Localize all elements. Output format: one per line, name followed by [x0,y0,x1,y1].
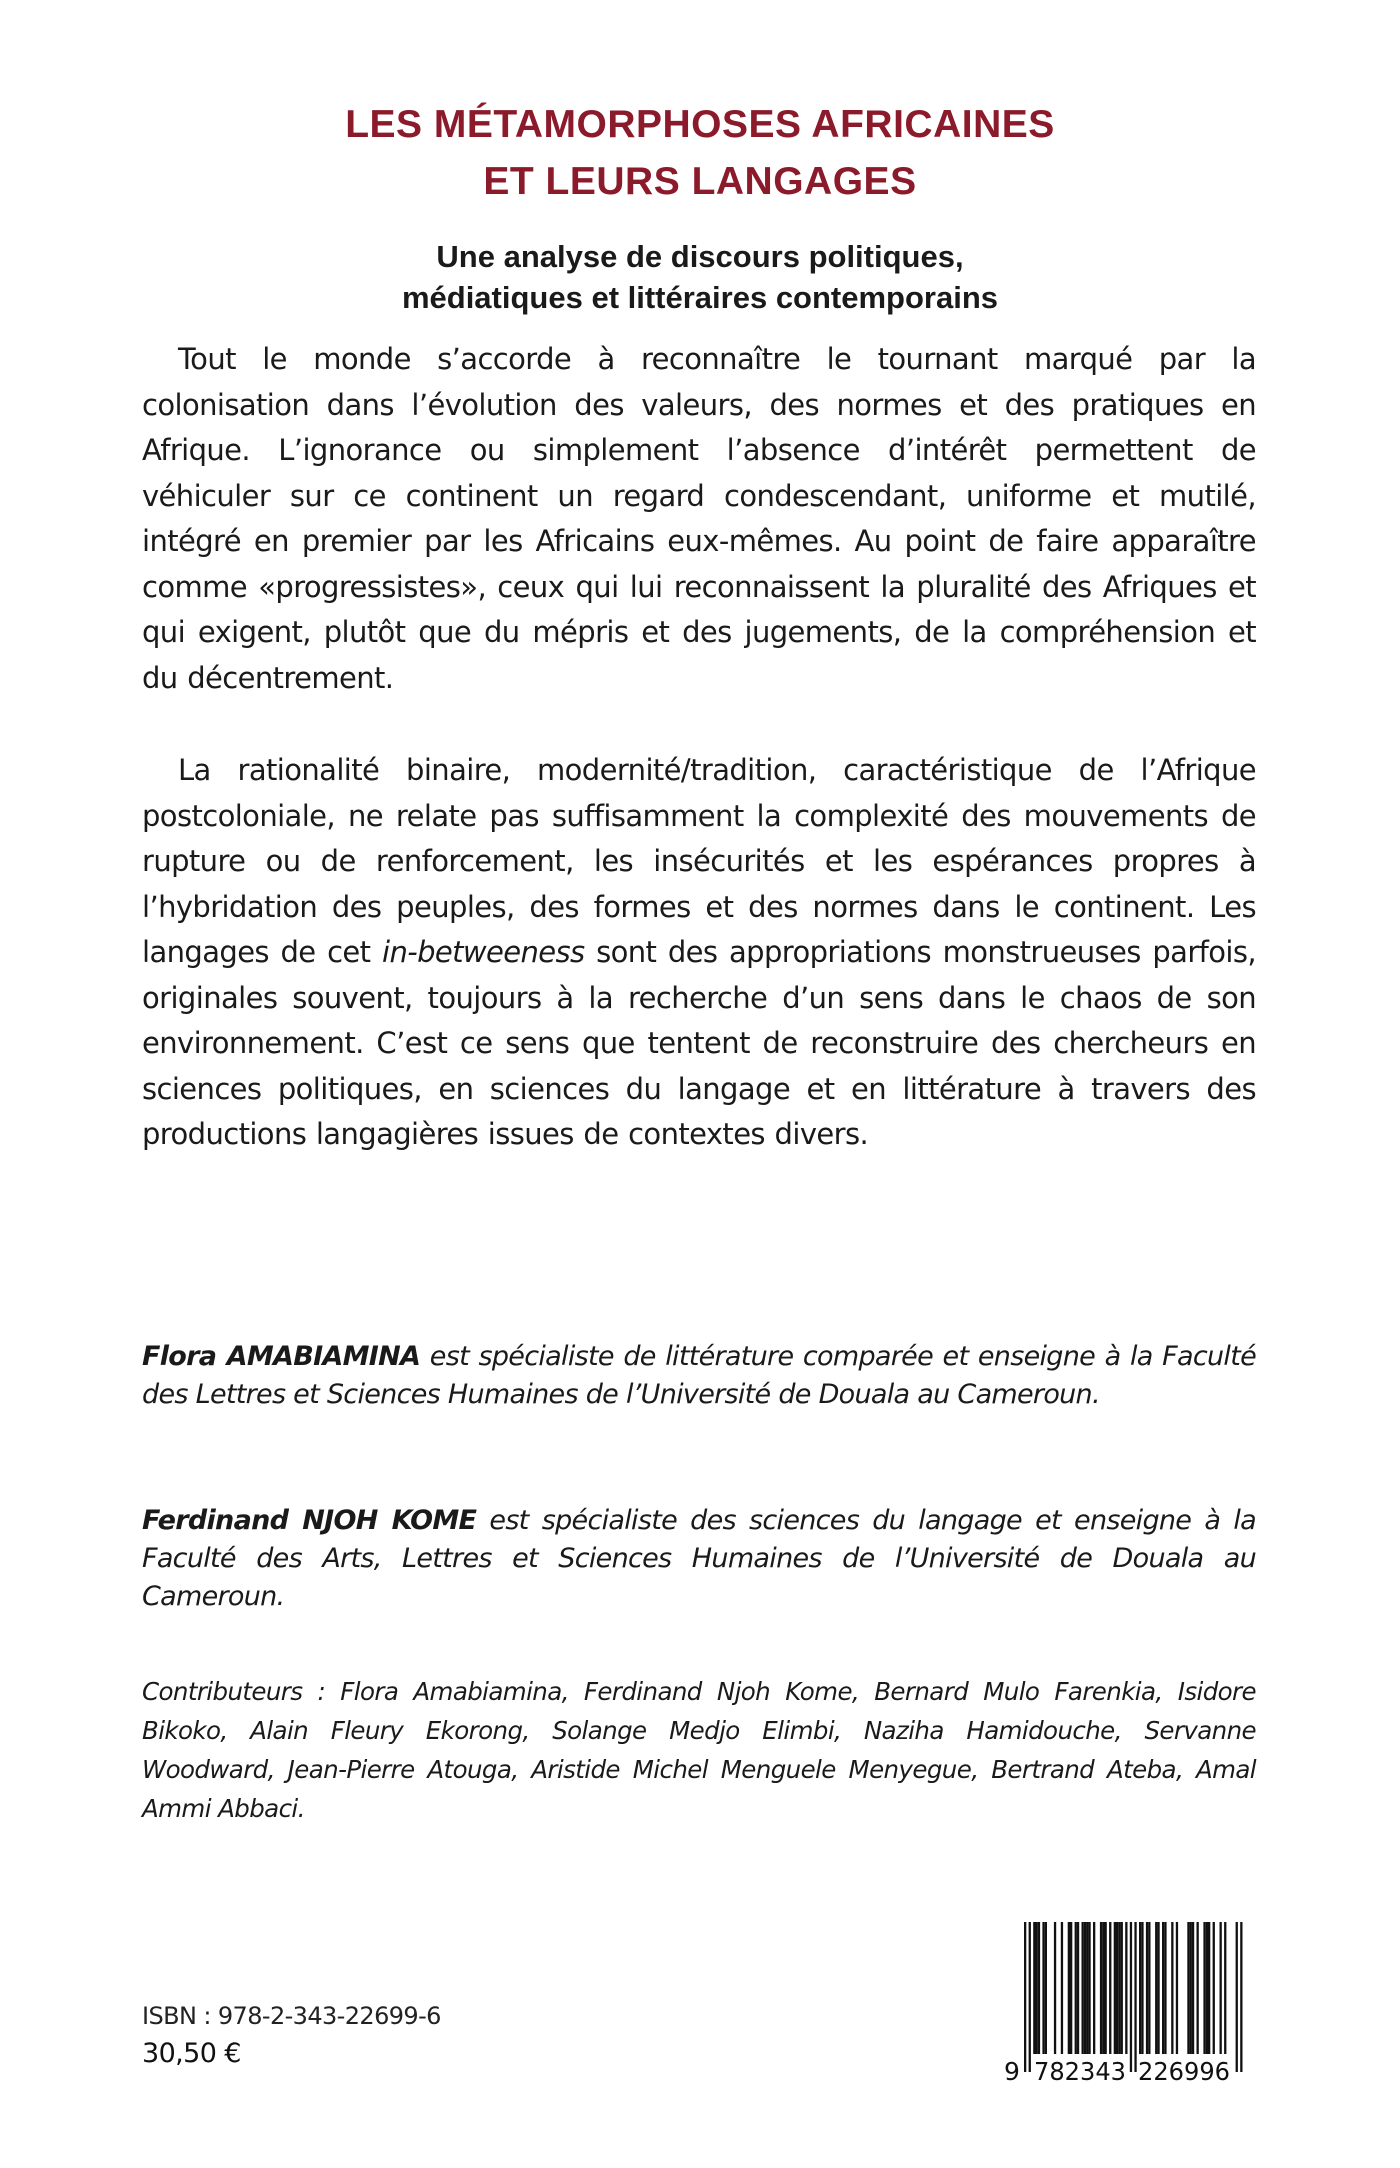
barcode-bar [1206,1922,1208,2054]
barcode-bar [1075,1922,1077,2054]
barcode-bar [1190,1922,1192,2054]
barcode-bar [1086,1922,1088,2054]
summary-paragraph-1-block [142,337,1256,701]
barcode-right-digits: 226996 [1138,2057,1230,2084]
barcode-bar [1157,1922,1159,2054]
summary-paragraph-1: Tout le monde s’accorde à reconnaître le tournant marqué par la colonisation dans l’évolution des valeurs, des normes et des pratiques en Afrique. L’ignorance ou simplement l’absence d’intérêt permettent de véhiculer sur ce continent un regard condescendant, uniforme et mutilé, intégré en premier par les Africains eux-mêmes. Au point de faire apparaître comme «progressistes», ceux qui lui reconnaissent la pluralité des Afriques et qui exigent, plutôt que du mépris et des jugements, de la compréhension et du décentrement. [142,342,1256,695]
barcode-bar [1240,1922,1242,2072]
book-title [0,96,1400,210]
barcode-bar [1155,1922,1157,2054]
contributors-list: Contributeurs : Flora Amabiamina, Ferdinand Njoh Kome, Bernard Mulo Farenkia, Isidore Bikoko, Alain Fleury Ekorong, Solange Medjo Elimbi, Naziha Hamidouche, Servanne Woodward, Jean-Pierre Atouga, Aristide Michel Menguele Menyegue, Bertrand Ateba, Amal Ammi Abbaci. [142,1677,1256,1823]
book-title-line-1: LES MÉTAMORPHOSES AFRICAINES [345,103,1055,146]
barcode-bar [1192,1922,1194,2054]
book-subtitle-line-2: médiatiques et littéraires contemporains [401,280,999,315]
barcode-bar [1082,1922,1084,2054]
barcode-bar [1045,1922,1047,2054]
book-subtitle [0,236,1400,318]
barcode-bar [1084,1922,1086,2054]
summary-paragraph-2 [142,748,1256,1158]
author-bio-1 [142,1338,1256,1414]
barcode-bar [1146,1922,1148,2054]
author-bio-2-block [142,1502,1256,1616]
barcode-bar [1061,1922,1063,2054]
barcode-left-digits: 782343 [1034,2057,1126,2084]
barcode-bar [1093,1922,1095,2054]
isbn-label: ISBN : 978-2-343-22699-6 [142,2002,441,2030]
summary-paragraph-2-end: sont des appropriations monstrueuses parfois, originales souvent, toujours à la recherche d’un sens dans le chaos de son environnement. C’est ce sens que tentent de reconstruire des chercheurs en sciences politiques, en sciences du langage et en littérature à travers des productions langagières issues de contextes divers. [142,935,1256,1151]
price-label: 30,50 € [142,2038,241,2069]
barcode-bar [1024,1922,1026,2072]
barcode-bar [1130,1922,1132,2072]
author-bio-1-block [142,1338,1256,1414]
author-bio-1-text: est spécialiste de littérature comparée et enseigne à la Faculté des Lettres et Sciences Humaines de l’Université de Douala au Cameroun. [142,1341,1257,1410]
barcode-bar [1077,1922,1079,2054]
barcode-bar [1176,1922,1178,2054]
barcode-bar [1121,1922,1123,2054]
barcode-bar [1162,1922,1164,2054]
barcode-bar [1213,1922,1215,2054]
barcode-bars [1024,1922,1243,2072]
barcode-bar [1088,1922,1090,2054]
barcode-bar [1105,1922,1107,2054]
barcode-bar [1164,1922,1166,2054]
barcode-bar [1054,1922,1056,2054]
author-name-1: Flora AMABIAMINA [142,1341,421,1372]
barcode-bar [1102,1922,1104,2054]
barcode-bar [1029,1922,1031,2072]
barcode-bar [1187,1922,1189,2054]
barcode-bar [1100,1922,1102,2054]
barcode-bar [1139,1922,1141,2054]
barcode-graphic [1004,1922,1260,2084]
barcode-bar [1116,1922,1118,2054]
barcode-bar [1125,1922,1127,2054]
barcode-bar [1042,1922,1044,2054]
author-bio-2 [142,1502,1256,1616]
barcode-bar [1148,1922,1150,2054]
barcode-bar [1109,1922,1111,2054]
barcode-bar [1114,1922,1116,2054]
barcode-bar [1036,1922,1038,2054]
barcode-bar [1134,1922,1136,2072]
barcode-bar [1220,1922,1222,2054]
summary-paragraph-2-start: La rationalité binaire, modernité/tradition, caractéristique de l’Afrique postcoloniale, ne relate pas suffisamment la complexité des mouvements de rupture ou de renforcement, les insécurités et les espérances propres à l’hybridation des peuples, des formes et des normes dans le continent. Les langages de cet [142,753,1256,969]
barcode [1004,1922,1260,2084]
barcode-bar [1197,1922,1199,2054]
barcode-bar [1118,1922,1120,2054]
barcode-bar [1208,1922,1210,2054]
summary-paragraph-2-block [142,748,1256,1158]
barcode-bar [1236,1922,1238,2072]
barcode-bar [1038,1922,1040,2054]
author-name-2: Ferdinand NJOH KOME [142,1505,477,1536]
barcode-bar [1068,1922,1070,2054]
barcode-bar [1224,1922,1226,2054]
summary-italic-term: in-betweeness [382,935,585,969]
author-bio-2-text: est spécialiste des sciences du langage et enseigne à la Faculté des Arts, Lettres et Sciences Humaines de l’Université de Douala au Cameroun. [142,1505,1257,1612]
barcode-bar [1141,1922,1143,2054]
barcode-bar [1203,1922,1205,2054]
barcode-first-digit: 9 [1004,2057,1020,2084]
book-subtitle-line-1: Une analyse de discours politiques, [436,239,964,274]
contributors-block [142,1672,1256,1828]
barcode-bar [1070,1922,1072,2054]
book-title-line-2: ET LEURS LANGAGES [483,160,917,203]
barcode-bar [1033,1922,1035,2054]
barcode-bar [1171,1922,1173,2054]
